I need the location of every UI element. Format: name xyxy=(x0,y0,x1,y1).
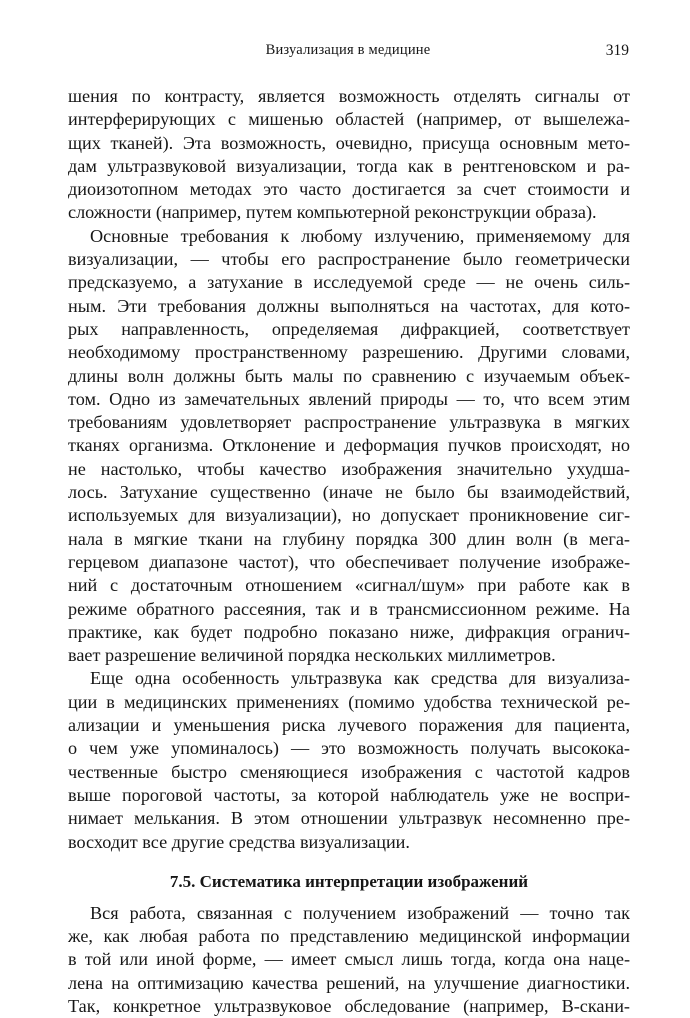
text-line: режиме обратного рассеяния, так и в трансмиссионном режиме. На xyxy=(68,598,630,619)
text-line: Вся работа, связанная с получением изображений — точно так xyxy=(90,902,630,923)
text-line: интерферирующих с мишенью областей (например, от вышележа- xyxy=(68,109,630,130)
text-line: ным. Эти требования должны выполняться на частотах, для кото- xyxy=(68,295,630,316)
body-text xyxy=(68,85,630,1018)
text-line: нала в мягкие ткани на глубину порядка 300 длин волн (в мега- xyxy=(68,528,630,549)
paragraph-4 xyxy=(68,902,630,1018)
text-line: же, как любая работа по представлению медицинской информации xyxy=(68,926,630,947)
text-line: тканях организма. Отклонение и деформация пучков происходят, но xyxy=(68,435,630,456)
running-title: Визуализация в медицине xyxy=(265,42,431,58)
text-line: герцевом диапазоне частот), что обеспечивает получение изображе- xyxy=(68,551,630,572)
text-line: шения по контрасту, является возможность отделять сигналы от xyxy=(68,86,630,106)
text-line: восходит все другие средства визуализации. xyxy=(68,831,410,852)
text-line: щих тканей). Эта возможность, очевидно, присуща основным мето- xyxy=(68,132,630,153)
text-line: диоизотопном методах это часто достигается за счет стоимости и xyxy=(68,179,630,200)
text-line: том. Одно из замечательных явлений природы — то, что всем этим xyxy=(68,388,630,409)
text-line: необходимому пространственному разрешению. Другими словами, xyxy=(68,342,630,363)
text-line: визуализации, — чтобы его распространение было геометрически xyxy=(68,249,630,270)
text-line: ции в медицинских применениях (помимо удобства технической ре- xyxy=(68,691,630,712)
text-line: выше пороговой частоты, за которой наблюдатель уже не воспри- xyxy=(68,784,630,805)
text-line: нимает мелькания. В этом отношении ультразвук несомненно пре- xyxy=(68,808,630,829)
paragraph-3 xyxy=(68,667,630,853)
text-line: Так, конкретное ультразвуковое обследование (например, В-скани- xyxy=(68,995,630,1016)
text-line: чественные быстро сменяющиеся изображения с частотой кадров xyxy=(68,761,630,782)
text-line: Основные требования к любому излучению, применяемому для xyxy=(90,225,630,246)
section-heading: 7.5. Систематика интерпретации изображений xyxy=(169,871,529,891)
text-line: требованиям удовлетворяет распространение ультразвука в мягких xyxy=(68,412,630,433)
text-line: длины волн должны быть малы по сравнению с изучаемым объек- xyxy=(68,365,630,386)
text-line: практике, как будет подробно показано ниже, дифракция огранич- xyxy=(68,621,630,642)
text-line: лена на оптимизацию качества решений, на улучшение диагностики. xyxy=(68,972,630,993)
text-line: в той или иной форме, — имеет смысл лишь тогда, когда она наце- xyxy=(68,949,630,970)
text-line: рых направленность, определяемая дифракцией, соответствует xyxy=(68,318,630,339)
text-line: вает разрешение величиной порядка нескольких миллиметров. xyxy=(68,645,556,666)
text-line: ализации и уменьшения риска лучевого поражения для пациента, xyxy=(68,715,630,736)
text-line: используемых для визуализации), но допускает проникновение сиг- xyxy=(68,505,630,526)
text-line: сложности (например, путем компьютерной реконструкции образа). xyxy=(68,202,597,223)
text-line: не настолько, чтобы качество изображения значительно ухудша- xyxy=(68,458,630,479)
text-line: дам ультразвуковой визуализации, тогда как в рентгеновском и ра- xyxy=(68,155,630,176)
paragraph-2 xyxy=(68,225,630,668)
text-line: предсказуемо, а затухание в исследуемой среде — не очень силь- xyxy=(68,272,630,293)
text-line: Еще одна особенность ультразвука как средства для визуализа- xyxy=(90,668,630,689)
text-line: лось. Затухание существенно (иначе не было бы взаимодействий, xyxy=(68,482,630,503)
running-head xyxy=(68,42,628,62)
paragraph-1 xyxy=(68,85,630,225)
text-line: ний с достаточным отношением «сигнал/шум» при работе как в xyxy=(68,575,630,596)
text-line: о чем уже упоминалось) — это возможность получать высокока- xyxy=(68,738,630,759)
page-number: 319 xyxy=(605,42,629,59)
